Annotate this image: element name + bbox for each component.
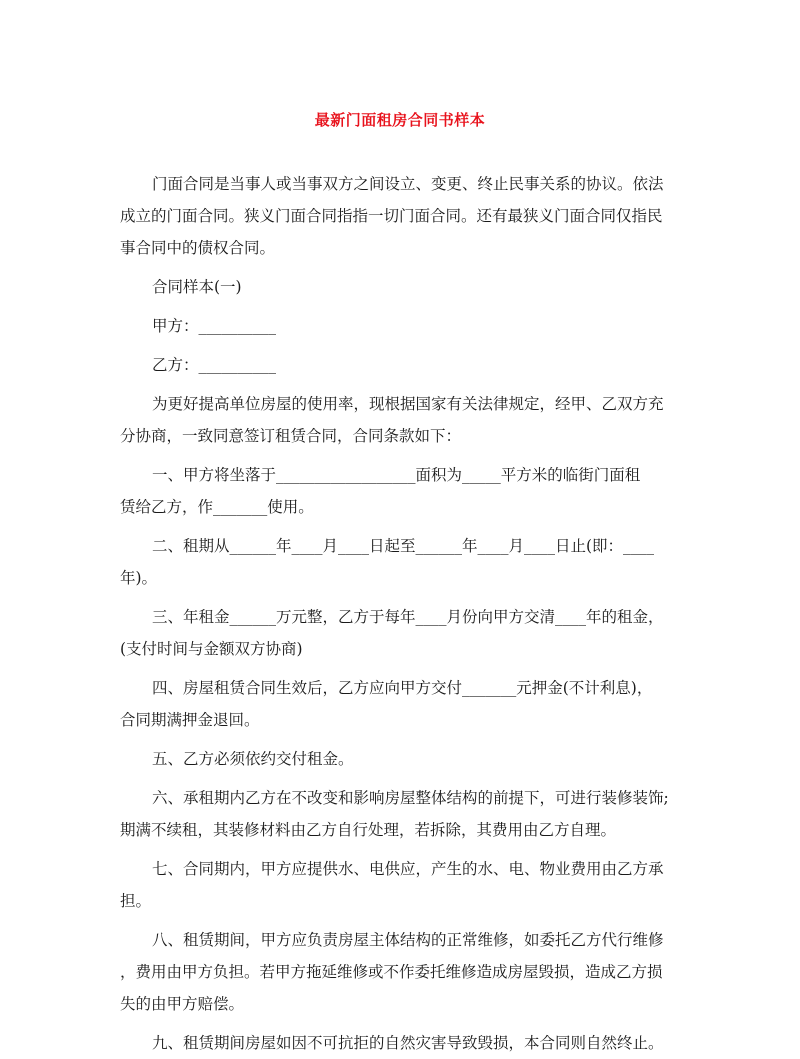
clause-line: 合同期满押金退回。 (120, 711, 260, 729)
clause-line: 三、年租金______万元整，乙方于每年____月份向甲方交清____年的租金， (152, 608, 664, 626)
paragraph-line: 成立的门面合同。狭义门面合同指指一切门面合同。还有最狭义门面合同仅指民 (120, 207, 663, 225)
clause-line: 二、租期从______年____月____日起至______年____月____日止(即：____ (152, 537, 655, 555)
clause-line: 失的由甲方赔偿。 (120, 995, 245, 1013)
clause-line: 五、乙方必须依约交付租金。 (152, 750, 354, 768)
paragraph-line: 为更好提高单位房屋的使用率，现根据国家有关法律规定，经甲、乙双方充 (152, 395, 664, 413)
document-title: 最新门面租房合同书样本 (314, 111, 486, 129)
clause-line: ，费用由甲方负担。若甲方拖延维修或不作委托维修造成房屋毁损，造成乙方损 (120, 963, 663, 981)
paragraph-line: 分协商，一致同意签订租赁合同，合同条款如下： (120, 427, 462, 445)
paragraph-line: 事合同中的债权合同。 (120, 239, 276, 257)
party-a-line: 甲方：__________ (152, 317, 277, 335)
clause-line: 年)。 (120, 569, 158, 587)
clause-line: 九、租赁期间房屋如因不可抗拒的自然灾害导致毁损，本合同则自然终止。 (152, 1034, 664, 1052)
clause-line: 担。 (120, 892, 152, 910)
paragraph-line: 门面合同是当事人或当事双方之间设立、变更、终止民事关系的协议。依法 (152, 175, 664, 193)
clause-line: 一、甲方将坐落于__________________面积为_____平方米的临街门面租 (152, 466, 641, 484)
clause-line: (支付时间与金额双方协商) (120, 640, 303, 658)
clause-line: 七、合同期内，甲方应提供水、电供应，产生的水、电、物业费用由乙方承 (152, 860, 664, 878)
clause-line: 八、租赁期间，甲方应负责房屋主体结构的正常维修，如委托乙方代行维修 (152, 931, 664, 949)
party-b-line: 乙方：__________ (152, 356, 277, 374)
clause-line: 四、房屋租赁合同生效后，乙方应向甲方交付_______元押金(不计利息)， (152, 679, 653, 697)
clause-line: 赁给乙方，作_______使用。 (120, 498, 314, 516)
clause-line: 六、承租期内乙方在不改变和影响房屋整体结构的前提下，可进行装修装饰; (152, 789, 669, 807)
document-body (120, 168, 680, 1059)
clause-line: 期满不续租，其装修材料由乙方自行处理，若拆除，其费用由乙方自理。 (120, 821, 617, 839)
section-heading: 合同样本(一) (152, 278, 242, 296)
